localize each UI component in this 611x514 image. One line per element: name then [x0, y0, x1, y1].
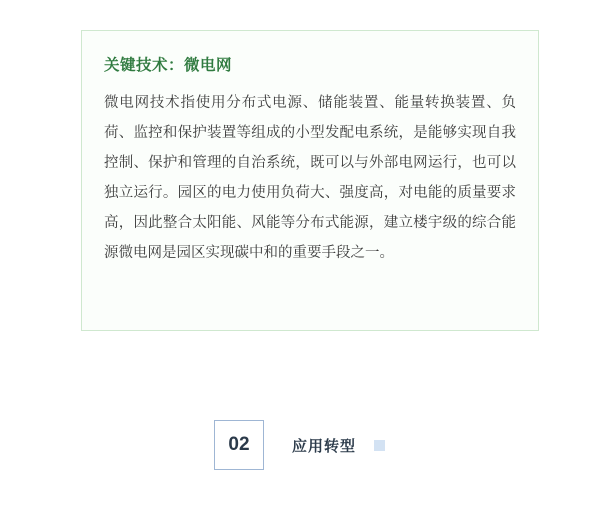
key-technology-callout [81, 30, 539, 331]
callout-title: 关键技术：微电网 [104, 57, 233, 74]
callout-body-text: 微电网技术指使用分布式电源、储能装置、能量转换装置、负荷、监控和保护装置等组成的小型发配电系统，是能够实现自我控制、保护和管理的自治系统，既可以与外部电网运行，也可以独立运行。园区的电力使用负荷大、强度高，对电能的质量要求高，因此整合太阳能、风能等分布式能源，建立楼宇级的综合能源微电网是园区实现碳中和的重要手段之一。 [104, 94, 516, 261]
section-title: 应用转型 [292, 437, 357, 455]
section-marker [214, 420, 385, 470]
section-number: 02 [214, 420, 264, 470]
section-accent-square-icon [374, 440, 385, 451]
